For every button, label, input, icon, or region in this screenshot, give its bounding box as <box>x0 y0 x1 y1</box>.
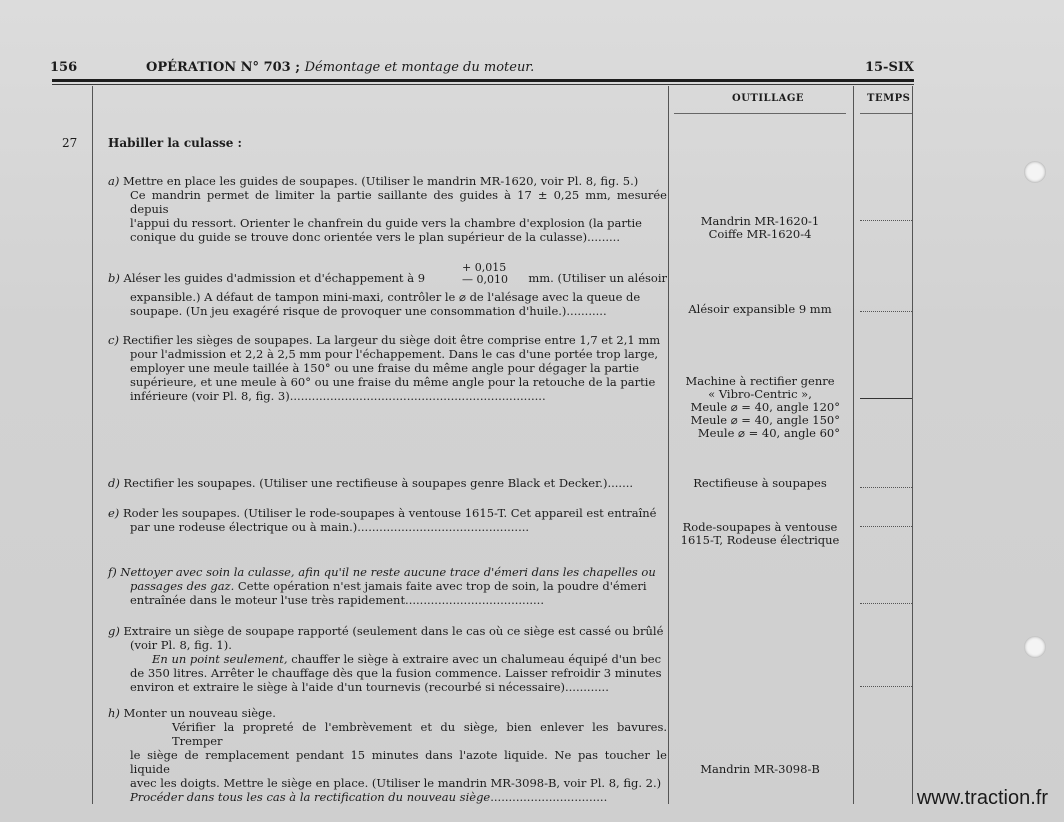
step-h: h) Monter un nouveau siège. Vérifier la propreté de l'embrèvement et du siège, bien enlever les bavures. Tremper le siège de remplacement pendant 15 minutes dans l'azote liquide. Ne pas toucher le liquide avec les doigts. Mettre le siège en place. (Utiliser le mandrin MR-3098-B, voir Pl. 8, fig. 2.) Procéder dans tous les cas à la rectification du nouveau siège................................ <box>108 706 667 804</box>
step-e: e) Roder les soupapes. (Utiliser le rode-soupapes à ventouse 1615-T. Cet appareil est entraîné par une rodeuse électrique ou à main.)............................................... <box>108 506 657 534</box>
margin-divider <box>92 86 93 804</box>
tool-e: Rode-soupapes à ventouse 1615-T, Rodeuse électrique <box>680 520 840 547</box>
time-f <box>860 603 912 604</box>
tools-header-rule <box>674 113 846 114</box>
right-border <box>912 86 913 804</box>
time-column-divider <box>853 86 854 804</box>
time-a <box>860 220 912 221</box>
page-header-title: OPÉRATION N° 703 ; Démontage et montage du moteur. <box>146 60 535 75</box>
time-d <box>860 487 912 488</box>
tools-column-header: OUTILLAGE <box>732 93 805 104</box>
time-header-rule <box>860 113 912 114</box>
step-f: f) Nettoyer avec soin la culasse, afin qu'il ne reste aucune trace d'émeri dans les chapelles ou passages des gaz. Cette opération n'est jamais faite avec trop de soin, la poudre d'émeri entraînée dans le moteur l'use très rapidement...................................... <box>108 565 656 607</box>
step-c: c) Rectifier les sièges de soupapes. La largeur du siège doit être comprise entre 1,7 et 2,1 mm pour l'admission et 2,2 à 2,5 mm pour l'échappement. Dans le cas d'une portée trop large, employer une meule taillée à 150° ou une fraise du même angle pour dégager la partie supérieure, et une meule à 60° ou une fraise du même angle pour la retouche de la partie inférieure (voir Pl. 8, fig. 3)...................................................................... <box>108 333 661 403</box>
page-number: 156 <box>50 60 78 75</box>
section-number: 27 <box>62 136 78 150</box>
time-column-header: TEMPS <box>867 93 911 104</box>
time-e <box>860 526 912 527</box>
tool-b: Alésoir expansible 9 mm <box>688 302 832 316</box>
tools-column-divider <box>668 86 669 804</box>
section-heading: Habiller la culasse : <box>108 136 242 150</box>
punch-hole-top <box>1024 161 1046 183</box>
tool-d: Rectifieuse à soupapes <box>693 476 827 490</box>
step-g: g) Extraire un siège de soupape rapporté (seulement dans le cas où ce siège est cassé ou brûlé (voir Pl. 8, fig. 1). En un point seulement, chauffer le siège à extraire avec un chalumeau équipé d'un bec de 350 litres. Arrêter le chauffage dès que la fusion commence. Laisser refroidir 3 minutes environ et extraire le siège à l'aide d'un tournevis (recourbé si nécessaire)............ <box>108 624 664 694</box>
step-d: d) Rectifier les soupapes. (Utiliser une rectifieuse à soupapes genre Black et Decker.)....... <box>108 476 634 490</box>
header-rule <box>52 79 914 82</box>
tool-c: Machine à rectifier genre « Vibro-Centric », Meule ⌀ = 40, angle 120° Meule ⌀ = 40, angle 150° Meule ⌀ = 40, angle 60° <box>685 374 840 440</box>
watermark: www.traction.fr <box>916 787 1048 809</box>
tool-a: Mandrin MR-1620-1 Coiffe MR-1620-4 <box>700 214 820 241</box>
time-c <box>860 398 912 399</box>
punch-hole-bottom <box>1024 636 1046 658</box>
header-rule-thin <box>52 84 914 85</box>
step-b: b) Aléser les guides d'admission et d'échappement à 9 + 0,015 — 0,010 mm. (Utiliser un alésoir expansible.) A défaut de tampon mini-maxi, contrôler le ⌀ de l'alésage avec la queue de soupape. (Un jeu exagéré risque de provoquer une consommation d'huile.)........... <box>108 261 667 318</box>
document-code: 15-SIX <box>864 60 914 75</box>
tool-h: Mandrin MR-3098-B <box>700 762 820 776</box>
time-b <box>860 311 912 312</box>
step-a: a) Mettre en place les guides de soupapes. (Utiliser le mandrin MR-1620, voir Pl. 8, fig. 5.) Ce mandrin permet de limiter la partie saillante des guides à 17 ± 0,25 mm, mesurée depuis l'appui du ressort. Orienter le chanfrein du guide vers la chambre d'explosion (la partie conique du guide se trouve donc orientée vers le plan supérieur de la culasse)......... <box>108 174 667 244</box>
time-g <box>860 686 912 687</box>
